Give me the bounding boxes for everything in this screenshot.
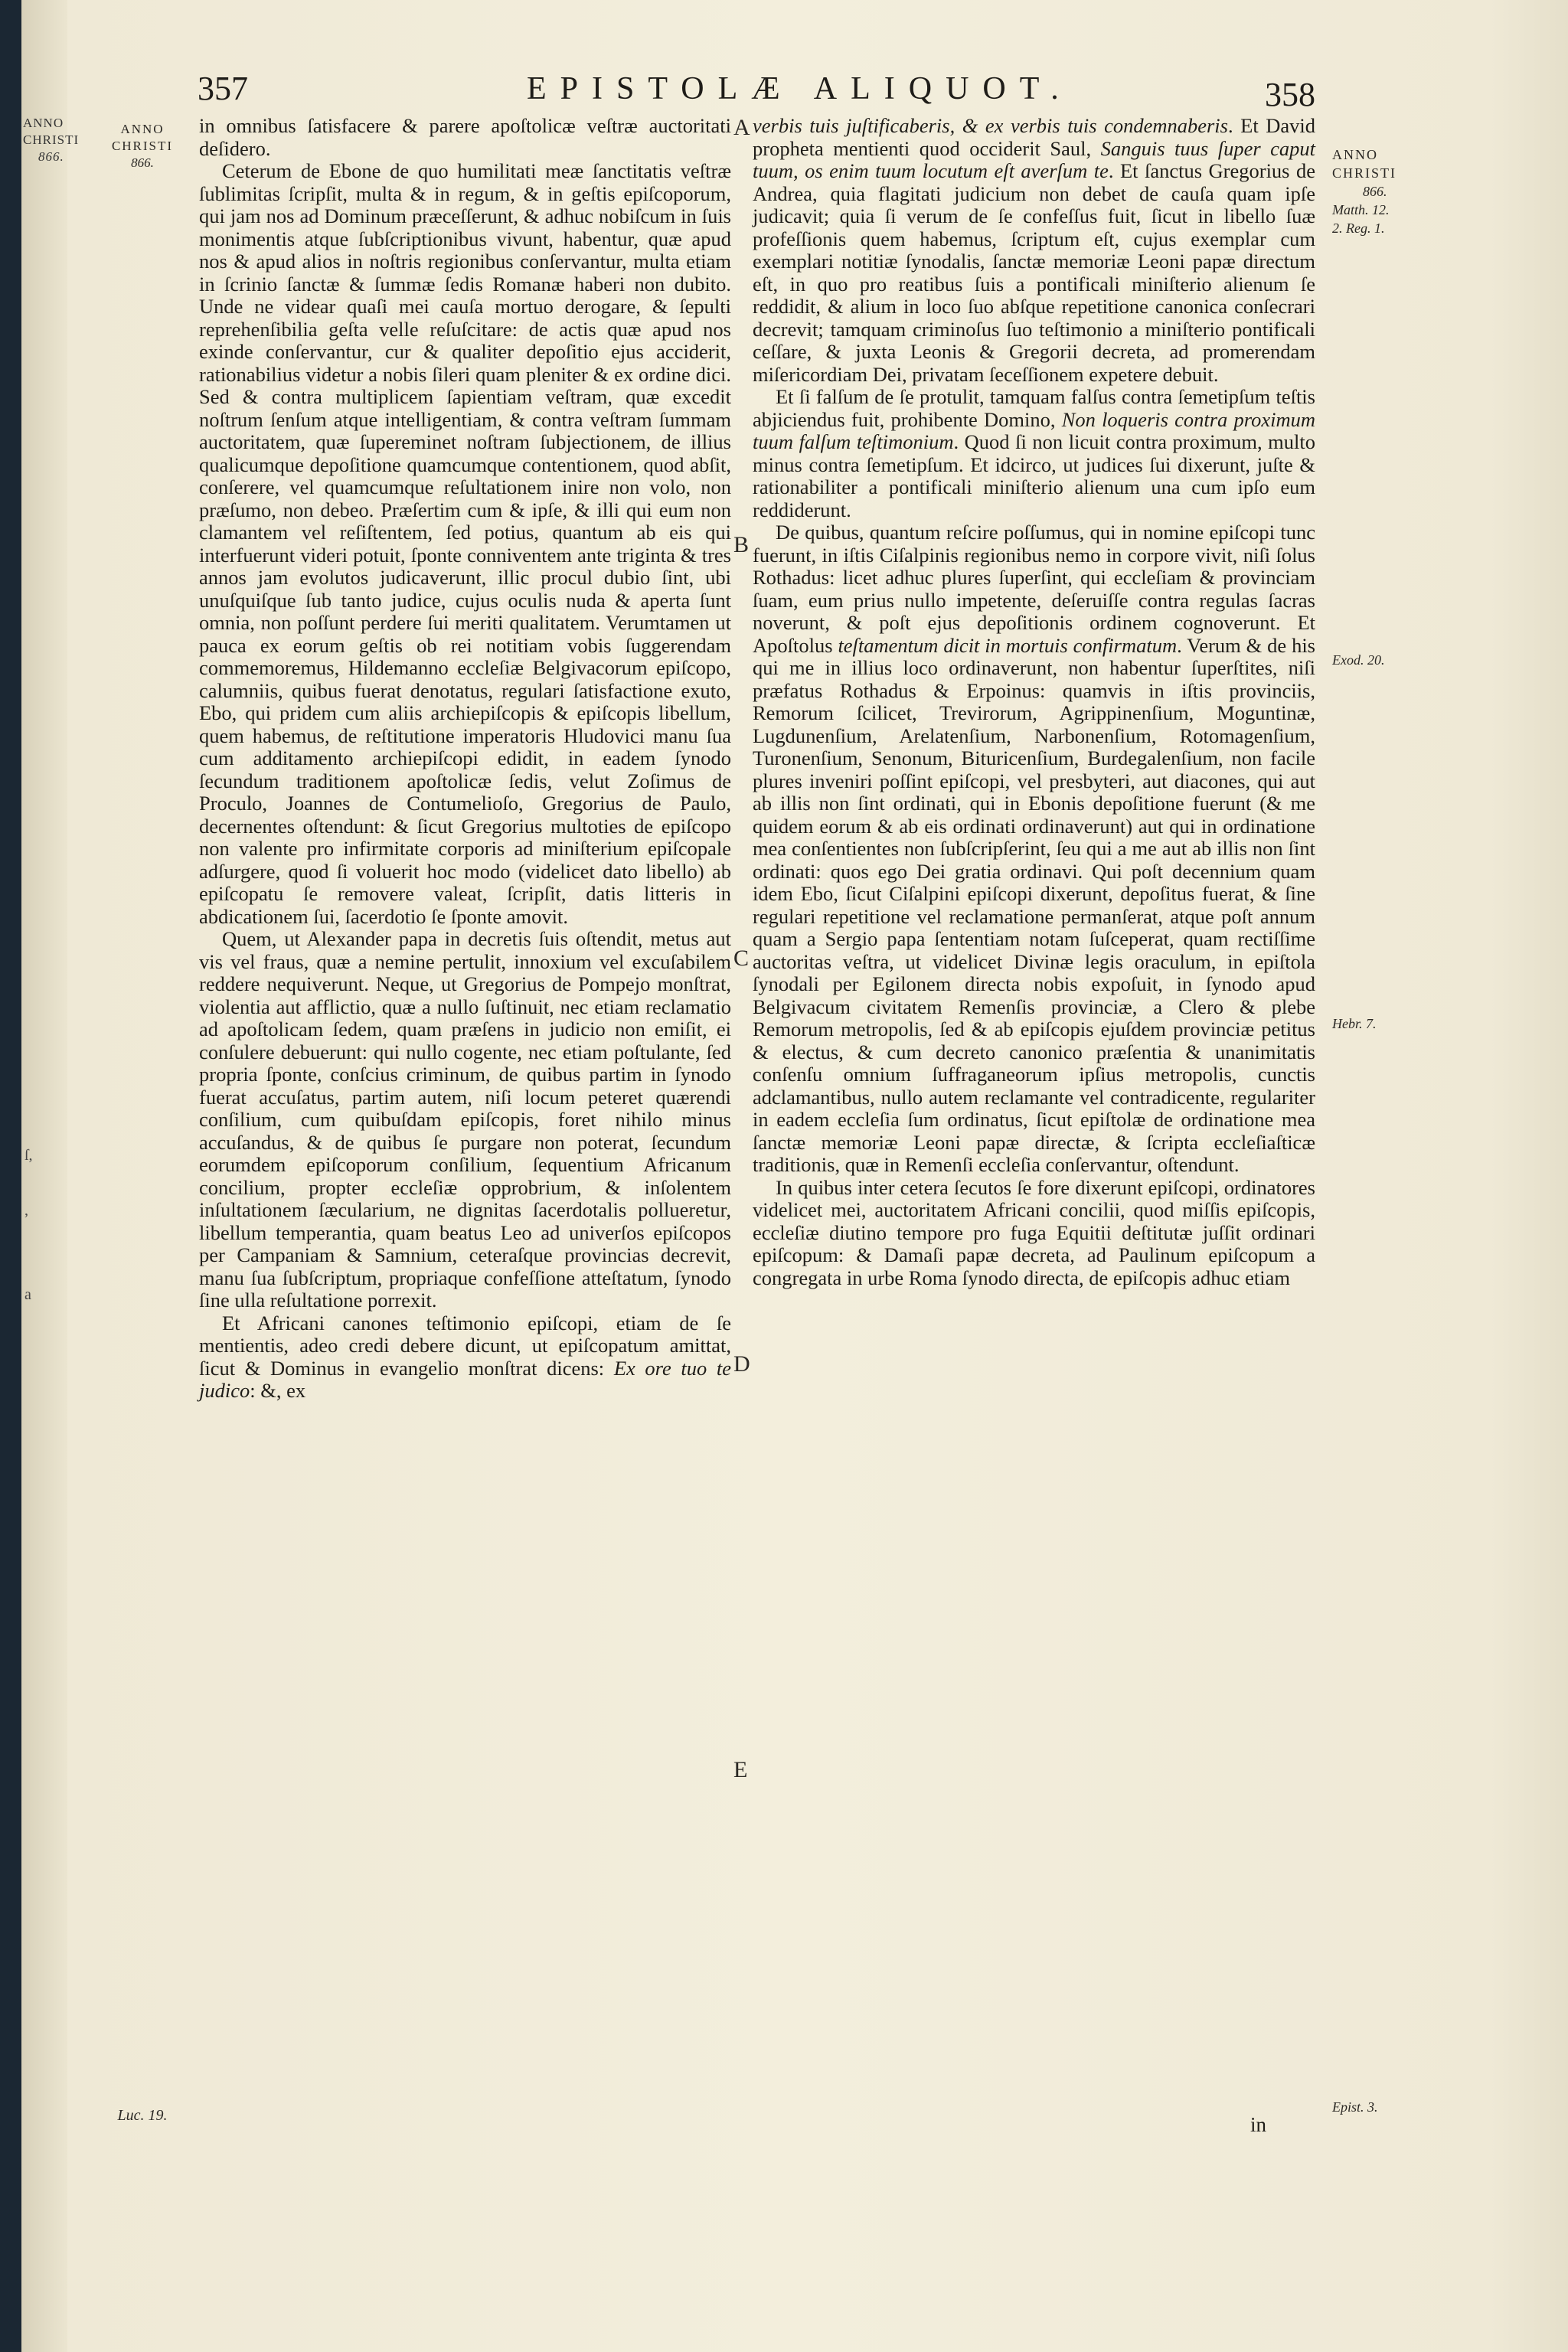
facing-page-edge xyxy=(21,0,80,2352)
margin-christi: CHRISTI xyxy=(111,139,174,153)
paragraph xyxy=(199,1312,731,1403)
edge-year-note xyxy=(23,115,80,165)
margin-anno: ANNO xyxy=(120,122,165,136)
section-letter: B xyxy=(733,532,750,557)
edge-anno: ANNO xyxy=(23,116,64,130)
paragraph: Quem, ut Alexander papa in decretis ſuis oſtendit, metus aut vis vel fraus, quæ a nemine pertulit, innoxium vel excuſabilem reddere nequiverunt. Neque, ut Gregorius de Pompejo monſtrat, violentia aut afflictio, quæ a nullo ſuſtinuit, nec etiam reclamatio ad apoſtolicam ſedem, quam præſens in judicio non emiſit, ei conſulere debuerunt: qui nullo cogente, nec etiam poſtulante, ſed propria ſponte, conſcius criminum, de quibus partim in ſynodo fuerat accuſatus, partim autem, niſi locum peteret quærendi conſilium, cum quibuſdam epiſcopis, foret nihilo minus accuſandus, & de quibus ſe purgare non poterat, ſecundum eorumdem epiſcoporum conſilium, ſequentium Africanum concilium, propter eccleſiæ opprobrium, & inſolentem inſultationem ſæcularium, ne dignitas ſacerdotalis pollueretur, libellum temperantia, quam beatus Leo ad univerſos epiſcopos per Campaniam & Samnium, ceteraſque provincias decrevit, manu ſua ſubſcriptum, propriaque confeſſione atteſtatum, ſynodo ſine ulla reſultatione porrexit. xyxy=(199,927,731,1312)
margin-ref-text: Luc. 19. xyxy=(117,2107,168,2124)
margin-reference xyxy=(1332,651,1447,669)
running-title: EPISTOLÆ ALIQUOT. xyxy=(527,71,1073,106)
scripture-quote: verbis tuis juſtificaberis, & ex verbis tuis condemnaberis xyxy=(753,114,1228,137)
margin-ref-text: Exod. 20. xyxy=(1332,652,1385,668)
scripture-quote: Sanguis tuus ſuper caput tuum, os enim tuum locutum eſt averſum te xyxy=(753,136,1315,182)
text-run: Et ſi falſum de ſe protulit, tamquam falſus contra ſemetipſum teſtis abjiciendus fuit, prohibente Domino, xyxy=(753,385,1315,431)
section-letter: A xyxy=(733,115,750,140)
section-letter: E xyxy=(733,1757,748,1782)
left-text-column xyxy=(199,115,731,2105)
text-run: . Et ſanctus Gregorius de Andrea, quia flagitati judicium non debet de cauſa quam ipſe judicavit; quia ſi verum de ſe confeſſus fuit, ſicut in libello ſuæ profeſſionis quem habemus, ſcriptum eſt, cujus exemplar cum exemplari notitiæ ſynodalis, ſanctæ memoriæ Leoni papæ directum eſt, in quo pro reatibus ſuis a pontificali miniſterio alienum ſe reddidit, & alium in loco ſuo abſque repetitione canonica conſecrari decrevit; tamquam criminoſus ſuo teſtimonio a miniſterio pontificali ceſſare, & juxta Leonis & Gregorii decreta, ad promerendam miſericordiam Dei, privatam ſeceſſionem expetere debuit. xyxy=(753,159,1315,386)
margin-year: 866. xyxy=(131,155,154,170)
catchword: in xyxy=(1250,2113,1267,2136)
edge-mark: ſ, xyxy=(24,1147,33,1164)
margin-ref-text: 2. Reg. 1. xyxy=(1332,220,1385,236)
margin-reference xyxy=(1332,1014,1447,1033)
edge-mark: , xyxy=(24,1202,28,1219)
edge-christi: CHRISTI xyxy=(23,132,80,147)
text-run: Et Africani canones teſtimonio epiſcopi, etiam de ſe mentientis, adeo credi debere dicunt, ut epiſcopatum amittat, ſicut & Dominus in evangelio monſtrat dicens: xyxy=(199,1311,731,1380)
paragraph xyxy=(753,115,1315,386)
margin-anno: ANNO xyxy=(1332,147,1378,162)
book-page xyxy=(21,0,1568,2352)
scripture-quote: teſtamentum dicit in mortuis confirmatum xyxy=(838,633,1178,657)
margin-ref-text: Matth. 12. xyxy=(1332,202,1390,217)
page-number-right: 358 xyxy=(1265,76,1315,113)
text-run: . Quod ſi non licuit contra proximum, multo minus contra ſemetipſum. Et idcirco, ut judices ſui dixerunt, juſte & rationabiliter a pontificali miniſterio alienum una cum ipſo eum reddiderunt. xyxy=(753,430,1315,521)
right-margin-year-note xyxy=(1332,145,1447,237)
page-number-left: 357 xyxy=(198,70,248,107)
text-run: : &, ex xyxy=(250,1379,306,1402)
margin-christi: CHRISTI xyxy=(1332,165,1397,181)
edge-mark: a xyxy=(24,1286,31,1303)
section-letter: D xyxy=(733,1351,750,1377)
text-run: De quibus, quantum reſcire poſſumus, qui in nomine epiſcopi tunc fuerunt, in iſtis Ciſalpinis regionibus nemo in corpore vivit, niſi ſolus Rothadus: licet adhuc plures ſuperſint, qui eccleſiam & provinciam ſuam, eum prius nullo impetente, deſeruiſſe contra regulas ſacras noverunt, & poſt ejus depoſitionis ordinem cognoverunt. Et Apoſtolus xyxy=(753,521,1315,657)
text-run: . Et David propheta mentienti quod occiderit Saul, xyxy=(753,114,1315,160)
left-margin-year-note xyxy=(89,121,196,172)
paragraph: Ceterum de Ebone de quo humilitati meæ ſanctitatis veſtræ ſublimitas ſcripſit, multa & in regum, & in geſtis epiſcoporum, qui jam nos ad Dominum præceſſerunt, & adhuc nobiſcum in ſuis monimentis atque ſubſcriptionibus vivunt, habentur, quæ apud nos & apud alios in noſtris regionibus conſervantur, multa etiam in ſcrinio ſanctæ & ſummæ ſedis Romanæ haberi non dubito. Unde ne videar quaſi mei cauſa mortuo derogare, & ſepulti reprehenſibilia geſta velle reſuſcitare: de actis quæ apud nos exinde conſervantur, cur & qualiter depoſitio ejus acciderit, rationabilius videtur a nobis ſileri quam pleniter & ex ordine dici. Sed & contra multiplicem ſapientiam veſtram, quæ excedit noſtrum ſenſum atque intelligentiam, & contra veſtram ſummam auctoritatem, quæ ſupereminet noſtram ſubjectionem, de illius qualicumque depoſitione quamcumque contentionem, quod abſit, conſerere, vel quamcumque reſultationem inire non volo, non præſumo, non debeo. Præſertim cum & ipſe, & illi qui eum non clamantem vel reſiſtentem, ſed potius, quantum ab eis qui interfuerunt videri potuit, ſponte conniventem ante triginta & tres annos jam evolutos judicaverunt, illic procul dubio ſint, ubi unuſquiſque ſub tanto judice, cujus oculis nuda & aperta ſunt omnia, non poſſunt perdere ſui meriti qualitatem. Verumtamen ut pauca ex eorum geſtis ob rei notitiam vobis ſuggerendam commemoremus, Hildemanno eccleſiæ Belgivacorum epiſcopo, calumniis, quibus fuerat denotatus, regulari ſatisfactione exuto, Ebo, qui pridem cum aliis archiepiſcopis & epiſcopis libellum, quem habemus, de reſtitutione imperatoris Hludovici manu ſua cum additamento archiepiſcopi edidit, in eadem ſynodo ſecundum traditionem apoſtolicæ ſedis, velut Zoſimus de Proculo, Joannes de Contumelioſo, Gregorius de Paulo, decernentes oſtendunt: & ſicut Gregorius multoties de epiſcopo non valente pro infirmitate corporis ad miniſterium epiſcopale adſurgere, quod ſi voluerit hoc modo (videlicet dato libello) ab epiſcopatu ſe removere valeat, ſcripſit, datis litteris in abdicationem ſui, ſacerdotio ſe ſponte amovit. xyxy=(199,159,731,928)
text-run: . Verum & de his qui me in illius loco ordinaverunt, non habentur ſuperſtites, niſi præfatus Rothadus & Erpoinus: quamvis in iſtis provinciis, Remorum ſcilicet, Trevirorum, Agrippinenſium, Moguntinæ, Lugdunenſium, Arelatenſium, Narbonenſium, Rotomagenſium, Turonenſium, Senonum, Bituricenſium, Burdegalenſium, non facile plures inveniri poſſint epiſcopi, vel presbyteri, aut diacones, qui aut ab illis non ſint ordinati, qui in Ebonis depoſitione fuerunt (& me quidem eorum & ab eis ordinati ordinaverunt) aut qui in ordinatione mea conſentientes non ſubſcripſerint, ſeu qui a me aut ab illis non ſint ordinati: quos ego Dei gratia ordinavi. Qui poſt decennium quam idem Ebo, ſicut Ciſalpini epiſcopi dixerunt, depoſitus fuerat, & ſine regulari repetitione vel reclamatione permanſerat, atque poſt annum quam a Sergio papa ſententiam notam ſuſceperat, quam rectiſſime auctoritas veſtra, ut videlicet Divinæ legis oraculum, in epiſtola ſynodali per Egilonem directa nobis expoſuit, in ſynodo apud Belgivacum civitatem Remenſis provinciæ, a Clero & plebe Remorum metropolis, ſed & ab epiſcopis ejuſdem provinciæ petitus & electus, & cum decreto canonico præſentia & unanimitatis conſenſu omnium ſuffraganeorum ipſius metropolis, cunctis adclamantibus, nullo autem reclamante vel contradicente, regulariter in eadem eccleſia ſum ordinatus, ſicut epiſtolæ de ordinatione mea ſanctæ memoriæ Leoni papæ directæ, & ſcripta eccleſiaſticæ traditionis, quæ in Remenſi eccleſia conſervantur, oſtendunt. xyxy=(753,633,1315,1176)
margin-ref-text: Epist. 3. xyxy=(1332,2099,1378,2115)
section-letter: C xyxy=(733,946,750,971)
scripture-quote: Ex ore tuo te judico xyxy=(199,1356,731,1402)
paragraph: in omnibus ſatisfacere & parere apoſtolicæ veſtræ auctoritati deſidero. xyxy=(199,114,731,160)
margin-reference xyxy=(89,2107,196,2124)
margin-reference xyxy=(1332,2098,1447,2116)
scripture-quote: Non loqueris contra proximum tuum falſum teſtimonium xyxy=(753,407,1315,453)
page-header xyxy=(198,69,1315,115)
paragraph xyxy=(753,521,1315,1177)
paragraph: In quibus inter cetera ſecutos ſe fore dixerunt epiſcopi, ordinatores videlicet mei, auctoritatem Africani concilii, quod miſſis epiſcopis, eccleſiæ diutino tempore pro fuga Equitii deſtitutæ juſſit ordinari epiſcopum: & Damaſi papæ decreta, ad Paulinum epiſcopum a congregata in urbe Roma ſynodo directa, de epiſcopis adhuc etiam xyxy=(753,1175,1315,1289)
margin-ref-text: Hebr. 7. xyxy=(1332,1016,1377,1031)
margin-year: 866. xyxy=(1363,184,1387,199)
paragraph xyxy=(753,386,1315,521)
edge-year: 866. xyxy=(38,149,64,164)
right-text-column xyxy=(753,115,1315,2105)
